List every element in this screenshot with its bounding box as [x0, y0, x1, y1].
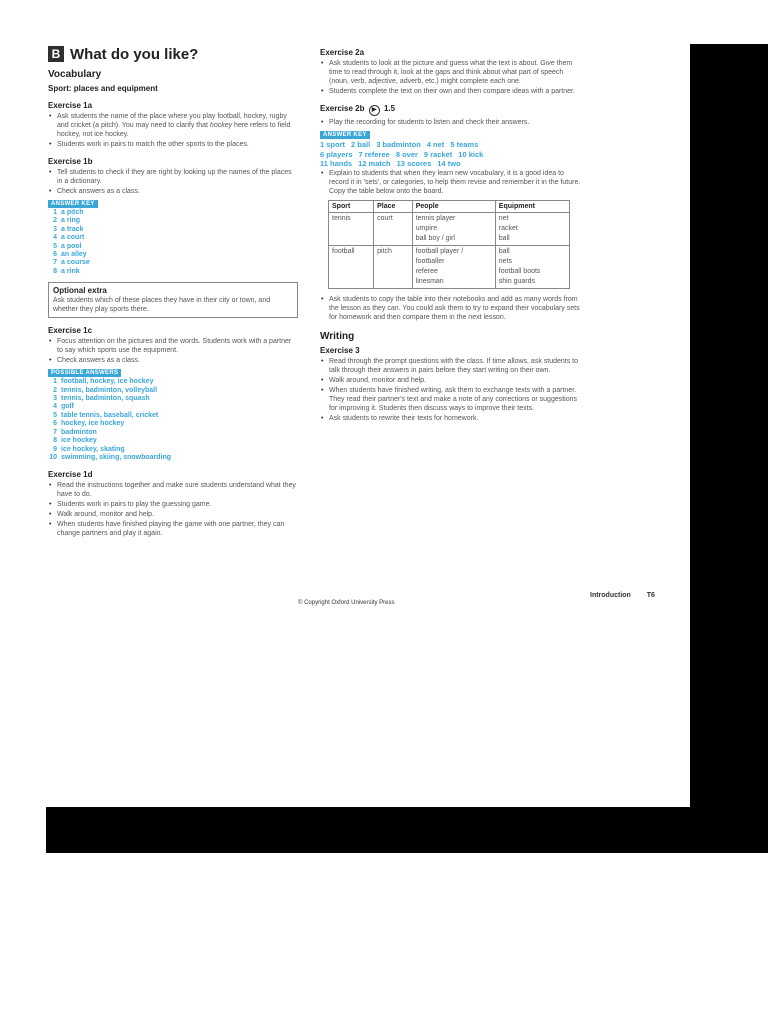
answer-item: 1 a pitch — [53, 209, 84, 216]
exercise-1b-answers — [48, 209, 298, 276]
table-cell: net racket ball — [495, 212, 569, 245]
answer-item: 8 a rink — [53, 267, 80, 275]
answer-item: 6 an alley — [53, 251, 87, 259]
list-item: • Ask students to rewrite their texts for homework. — [320, 414, 582, 423]
list-item: • Check answers as a class. — [48, 356, 298, 365]
list-item: • Walk around, monitor and help. — [48, 510, 298, 519]
right-column — [320, 46, 582, 424]
list-item: • Check answers as a class. — [48, 187, 298, 196]
column-header: Place — [374, 200, 413, 212]
table-cell: football player / footballer referee linesman — [412, 245, 495, 288]
vocabulary-sets-bullets — [320, 169, 582, 196]
list-item: • Students work in pairs to play the guessing game. — [48, 500, 298, 509]
footer-section: Introduction — [590, 592, 631, 599]
table-cell: tennis — [329, 212, 374, 245]
list-item: • When students have finished playing the game with one partner, they can change partners and play it again. — [48, 520, 298, 538]
section-letter: B — [48, 46, 64, 62]
list-item: • Ask students to copy the table into their notebooks and add as many words from the lesson as they can. You could ask them to try to expand their vocabulary sets for homework and then compare them in the next lesson. — [320, 295, 582, 322]
table-cell: ball nets football boots shin guards — [495, 245, 569, 288]
page-footer-right — [590, 592, 655, 599]
exercise-1c-bullets — [48, 337, 298, 365]
answer-item: 1 football, hockey, ice hockey — [53, 378, 154, 386]
list-item: • When students have finished writing, ask them to exchange texts with a partner. They read their partner's text and make a note of any corrections or suggestions for improving it. Students then discuss ways to improve their texts. — [320, 386, 582, 413]
vocabulary-subtitle: Sport: places and equipment — [48, 84, 158, 93]
answer-key-badge: ANSWER KEY — [48, 200, 98, 208]
list-item: • Students complete the text on their own and then compare ideas with a partner. — [320, 87, 582, 96]
exercise-2a-bullets — [320, 59, 582, 96]
table-cell: pitch — [374, 245, 413, 288]
list-item: • Students work in pairs to match the other sports to the places. — [48, 140, 298, 149]
exercise-1a-bullets — [48, 112, 298, 149]
optional-extra-box — [48, 282, 298, 318]
answer-item: 8 ice hockey — [53, 437, 97, 445]
exercise-1b-bullets — [48, 168, 298, 196]
answer-item: 5 table tennis, baseball, cricket — [53, 411, 159, 419]
answer-item: 4 golf — [53, 403, 74, 411]
exercise-1c-title: Exercise 1c — [48, 326, 93, 336]
copyright-notice: © Copyright Oxford University Press — [298, 600, 395, 606]
exercise-3-title: Exercise 3 — [320, 345, 360, 355]
audio-track-number: 1.5 — [383, 104, 396, 113]
exercise-1a-title: Exercise 1a — [48, 101, 93, 110]
exercise-1d-title: Exercise 1d — [48, 470, 93, 480]
list-item: • Read through the prompt questions with the class. If time allows, ask students to talk through their answers in pairs before they start writing on their own. — [320, 357, 582, 375]
table-cell: tennis player umpire ball boy / girl — [412, 212, 495, 245]
column-header: People — [412, 200, 495, 212]
after-table-bullets — [320, 295, 582, 322]
table-header-row — [329, 200, 570, 212]
exercise-2b-title: Exercise 2b — [320, 104, 365, 113]
answer-item: 7 a course — [53, 259, 90, 267]
scan-border-right — [690, 44, 768, 853]
optional-extra-title: Optional extra — [53, 286, 107, 296]
audio-icon: ▶ — [369, 105, 380, 116]
exercise-1c-answers — [48, 378, 298, 462]
answer-key-badge: ANSWER KEY — [320, 131, 370, 139]
column-header: Equipment — [495, 200, 569, 212]
exercise-1b-title: Exercise 1b — [48, 157, 93, 166]
list-item: • Read the instructions together and make sure students understand what they have to do. — [48, 481, 298, 499]
answer-line: 1 sport 2 ball 3 badminton 4 net 5 teams — [320, 140, 479, 149]
list-item: • Tell students to check if they are right by looking up the names of the places in a dictionary. — [48, 168, 298, 186]
list-item: • Ask students to look at the picture and guess what the text is about. Give them time to read through it, look at the gaps and think about what part of speech (noun, verb, adjective, adverb, etc.) might complete each one. — [320, 59, 582, 86]
list-item: • Focus attention on the pictures and the words. Students work with a partner to say which sports use the equipment. — [48, 337, 298, 355]
answer-item: 3 a track — [53, 225, 84, 233]
exercise-1d-bullets — [48, 481, 298, 538]
answer-item: 3 tennis, badminton, squash — [53, 395, 150, 403]
exercise-3-bullets — [320, 357, 582, 423]
possible-answers-badge: POSSIBLE ANSWERS — [48, 369, 121, 377]
table-row — [329, 212, 570, 245]
exercise-2b-bullets — [320, 118, 582, 127]
answer-line: 6 players 7 referee 8 over 9 racket 10 kick — [320, 149, 484, 159]
section-heading — [48, 46, 298, 62]
list-item: • Explain to students that when they learn new vocabulary, it is a good idea to record it in 'sets', or categories, to help them revise and remember it in the future. Copy the table below onto the board. — [320, 169, 582, 196]
exercise-2b-answers — [320, 140, 582, 169]
answer-item: 10 swimming, skiing, snowboarding — [49, 453, 172, 461]
table-row — [329, 245, 570, 288]
answer-item: 9 ice hockey, skating — [53, 445, 125, 453]
scan-border-bottom — [46, 807, 768, 853]
exercise-2b-heading — [320, 104, 582, 116]
list-item: • Ask students the name of the place where you play football, hockey, rugby and cricket (a pitch). You may need to clarify that hockey here refers to field hockey, not ice hockey. — [48, 112, 298, 139]
list-item: • Walk around, monitor and help. — [320, 376, 582, 385]
vocabulary-table — [328, 200, 570, 289]
answer-item: 6 hockey, ice hockey — [53, 420, 125, 428]
column-header: Sport — [329, 200, 374, 212]
answer-item: 2 tennis, badminton, volleyball — [53, 386, 158, 394]
list-item: • Play the recording for students to listen and check their answers. — [320, 118, 582, 127]
table-cell: football — [329, 245, 374, 288]
writing-heading: Writing — [320, 330, 355, 342]
vocabulary-heading: Vocabulary — [48, 69, 102, 80]
page-number: T6 — [646, 592, 655, 599]
optional-extra-text: Ask students which of these places they have in their city or town, and whether they play sports there. — [53, 297, 271, 314]
answer-item: 5 a pool — [53, 242, 82, 250]
left-column — [48, 46, 298, 539]
exercise-2a-title: Exercise 2a — [320, 48, 365, 57]
answer-item: 2 a ring — [53, 217, 81, 225]
answer-item: 4 a court — [53, 234, 85, 242]
answer-item: 7 badminton — [53, 428, 97, 436]
table-cell: court — [374, 212, 413, 245]
section-title: What do you like? — [70, 45, 199, 63]
answer-line: 11 hands 12 match 13 scores 14 two — [320, 159, 461, 168]
